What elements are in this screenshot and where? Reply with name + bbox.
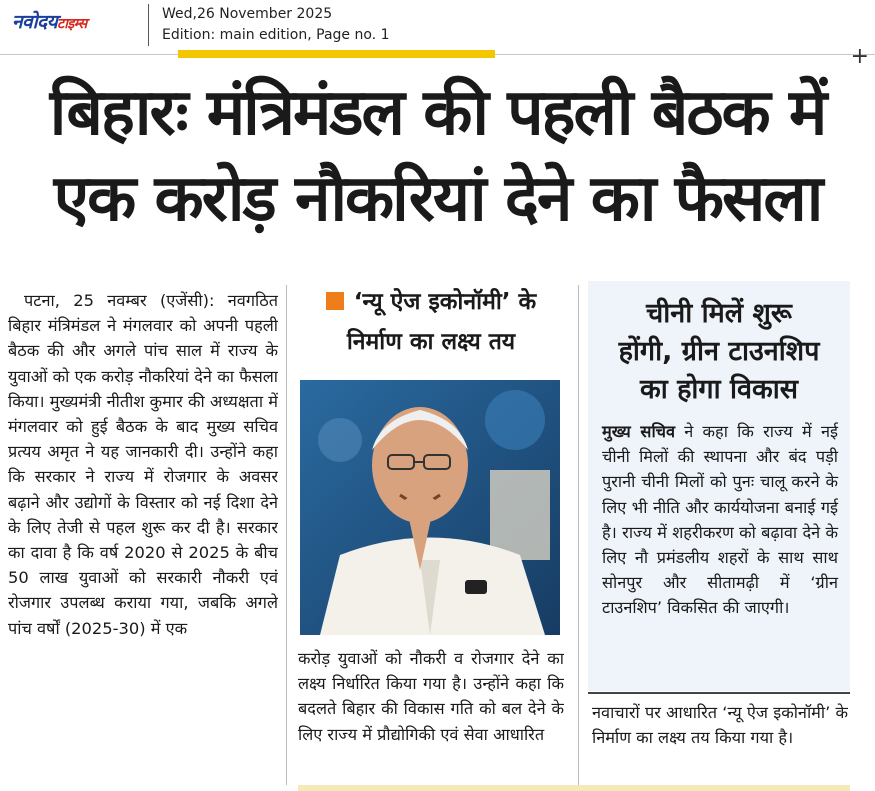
plus-icon[interactable]: + — [850, 44, 869, 69]
photo-illustration — [300, 380, 560, 635]
headline-line-1: बिहारः मंत्रिमंडल की पहली बैठक में — [49, 76, 826, 150]
box-heading-line-3: का होगा विकास — [639, 374, 799, 405]
article-column-3-tail — [592, 700, 848, 790]
news-photo — [300, 380, 560, 635]
header-yellow-bar — [178, 50, 495, 58]
subhead-line-2: निर्माण का लक्ष्य तय — [346, 329, 516, 355]
subhead-line-1: ‘न्यू ऐज इकोनॉमी’ के — [353, 289, 537, 315]
column-3-tail-text: नवाचारों पर आधारित ‘न्यू ऐज इकोनॉमी’ के निर्माण का लक्ष्य तय किया गया है। — [592, 703, 848, 748]
page-header — [0, 0, 875, 69]
logo-main-text: नवोदय — [12, 11, 58, 33]
box-heading-line-2: होंगी, ग्रीन टाउनशिप — [618, 336, 820, 367]
column-2-text: करोड़ युवाओं को नौकरी व रोजगार देने का लक्ष्य निर्धारित किया गया है। उन्होंने कहा कि बदलते बिहार की विकास गति को बल देने के लिए राज्य में प्रौद्योगिकी एवं सेवा आधारित — [298, 649, 564, 744]
column-1-text: पटना, 25 नवम्बर (एजेंसी): नवगठित बिहार मंत्रिमंडल ने मंगलवार को अपनी पहली बैठक की और अगले पांच साल में राज्य के युवाओं को एक करोड़ नौकरियां देने का फैसला किया। मुख्यमंत्री नीतीश कुमार की अध्यक्षता में मंगलवार को हुई बैठक के बाद मुख्य सचिव प्रत्यय अमृत ने यह जानकारी दी। उन्होंने कहा कि सरकार ने राज्य में रोजगार के अवसर बढ़ाने और उद्योगों के विस्तार को नई दिशा देने के लिए तेजी से पहल शुरू कर दी है। सरकार का दावा है कि वर्ष 2020 से 2025 के बीच 50 लाख युवाओं को सरकारी नौकरी एवं रोजगार उपलब्ध कराया गया, जबकि अगले पांच वर्षों (2025-30) में एक — [8, 291, 278, 638]
edition-info: Edition: main edition, Page no. 1 — [162, 27, 390, 43]
article-column-1 — [8, 288, 278, 788]
subheading — [296, 282, 566, 362]
box-lead-text: मुख्य सचिव — [602, 422, 676, 441]
box-heading-line-1: चीनी मिलें शुरू — [646, 298, 792, 329]
headline-line-2: एक करोड़ नौकरियां देने का फैसला — [53, 162, 822, 236]
edition-date: Wed,26 November 2025 — [162, 6, 333, 22]
box-body-text — [602, 419, 838, 621]
main-headline — [0, 70, 875, 242]
newspaper-logo[interactable] — [12, 8, 87, 34]
header-divider — [148, 4, 149, 46]
page-bottom-bar — [298, 785, 850, 791]
box-bottom-rule — [588, 692, 850, 694]
sidebar-box — [588, 281, 850, 691]
logo-sub-text: टाइम्स — [57, 16, 87, 32]
box-heading — [588, 281, 850, 409]
article-column-2 — [296, 282, 566, 790]
orange-square-icon — [326, 292, 344, 310]
box-body-rest: ने कहा कि राज्य में नई चीनी मिलों की स्थापना और बंद पड़ी पुरानी चीनी मिलों को पुनः चालू करने के लिए भी नीति और कार्ययोजना बनाई गई है। राज्य में शहरीकरण को बढ़ावा देने के लिए नौ प्रमंडलीय शहरों के साथ साथ सोनपुर और सीतामढ़ी में ‘ग्रीन टाउनशिप’ विकसित की जाएगी। — [602, 422, 838, 618]
column-divider — [286, 285, 287, 785]
column-divider — [578, 285, 579, 785]
